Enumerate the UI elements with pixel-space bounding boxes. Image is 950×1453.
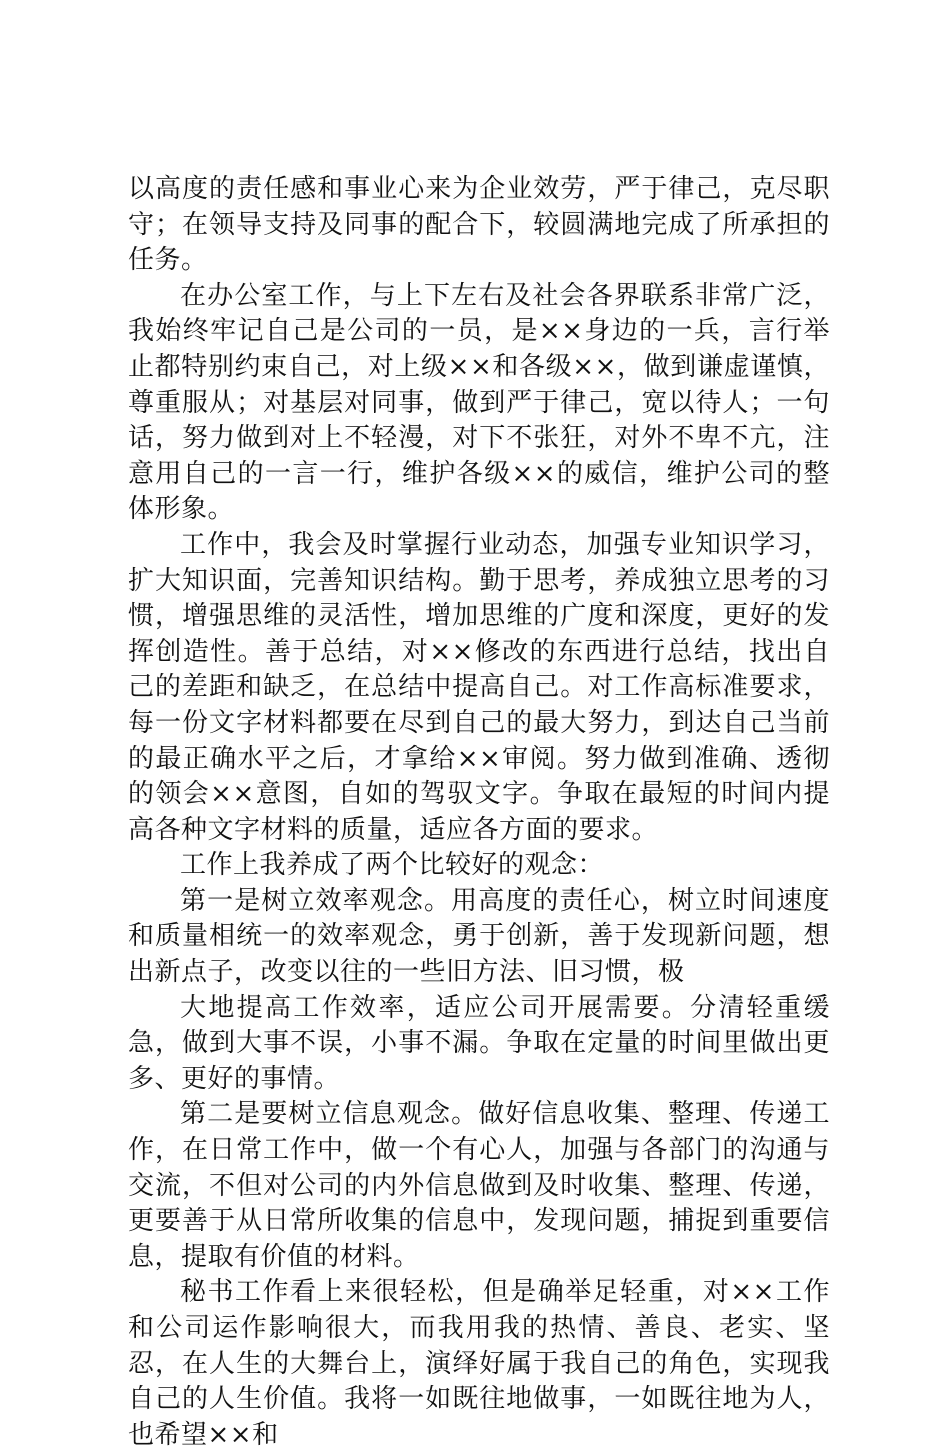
paragraph-1: 以高度的责任感和事业心来为企业效劳，严于律己，克尽职守；在领导支持及同事的配合下，较圆满地完成了所承担的任务。 <box>128 174 830 276</box>
paragraph-4: 工作上我养成了两个比较好的观念： <box>180 850 605 881</box>
paragraph-6: 大地提高工作效率，适应公司开展需要。分清轻重缓急，做到大事不误，小事不漏。争取在定量的时间里做出更多、更好的事情。 <box>128 992 830 1094</box>
paragraph-8: 秘书工作看上来很轻松，但是确举足轻重，对××工作和公司运作影响很大，而我用我的热情、善良、老实、坚忍，在人生的大舞台上，演绎好属于我自己的角色，实现我自己的人生价值。我将一如既往地做事，一如既往地为人，也希望××和 <box>128 1277 830 1450</box>
paragraph-3: 工作中，我会及时掌握行业动态，加强专业知识学习，扩大知识面，完善知识结构。勤于思考，养成独立思考的习惯，增强思维的灵活性，增加思维的广度和深度，更好的发挥创造性。善于总结，对××修改的东西进行总结，找出自己的差距和缺乏，在总结中提高自己。对工作高标准要求，每一份文字材料都要在尽到自己的最大努力，到达自己当前的最正确水平之后，才拿给××审阅。努力做到准确、透彻的领会××意图，自如的驾驭文字。争取在最短的时间内提高各种文字材料的质量，适应各方面的要求。 <box>128 529 830 845</box>
paragraph-2: 在办公室工作，与上下左右及社会各界联系非常广泛，我始终牢记自己是公司的一员，是××身边的一兵，言行举止都特别约束自己，对上级××和各级××，做到谦虚谨慎，尊重服从；对基层对同事，做到严于律己，宽以待人；一句话，努力做到对上不轻漫，对下不张狂，对外不卑不亢，注意用自己的一言一行，维护各级××的威信，维护公司的整体形象。 <box>128 280 830 525</box>
document-page <box>128 172 830 1453</box>
paragraph-7: 第二是要树立信息观念。做好信息收集、整理、传递工作，在日常工作中，做一个有心人，加强与各部门的沟通与交流，不但对公司的内外信息做到及时收集、整理、传递，更要善于从日常所收集的信息中，发现问题，捕捉到重要信息，提取有价值的材料。 <box>128 1099 830 1272</box>
paragraph-5: 第一是树立效率观念。用高度的责任心，树立时间速度和质量相统一的效率观念，勇于创新，善于发现新问题，想出新点子，改变以往的一些旧方法、旧习惯，极 <box>128 885 830 988</box>
